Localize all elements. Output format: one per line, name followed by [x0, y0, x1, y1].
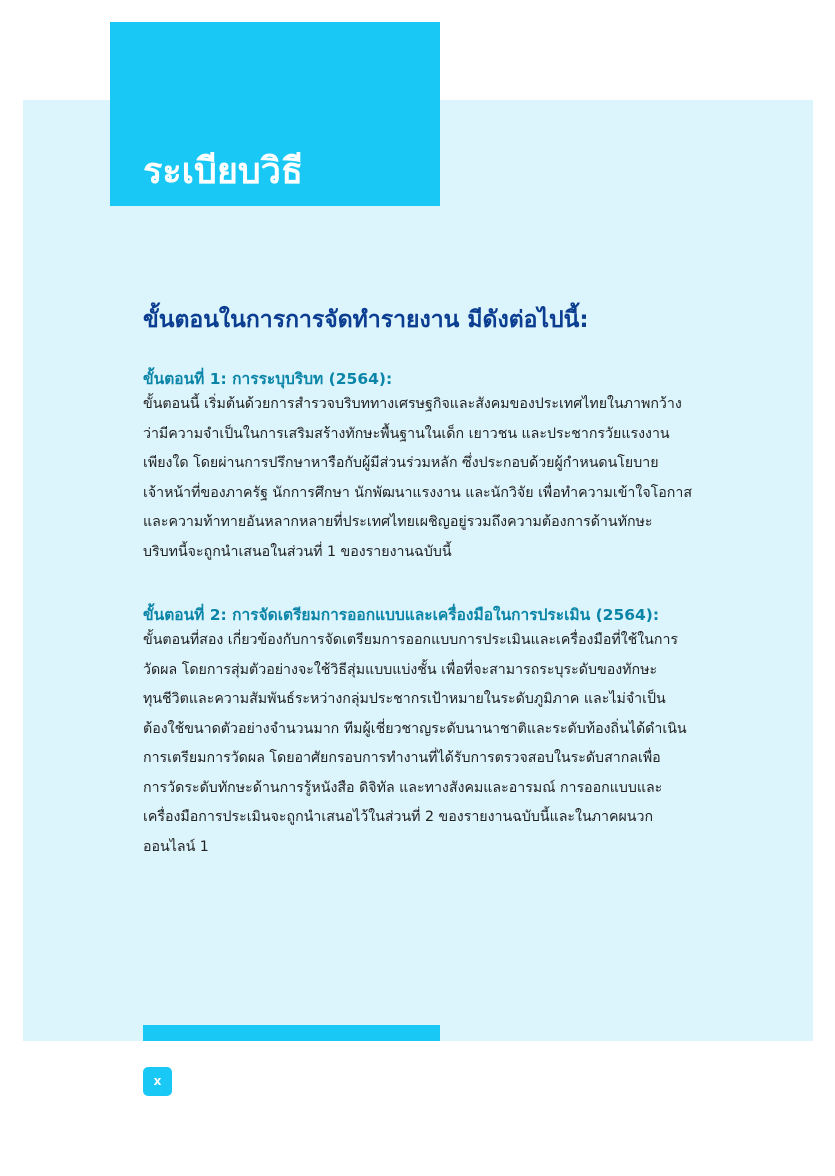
body-line: การเตรียมการวัดผล โดยอาศัยกรอบการทำงานที่ได้รับการตรวจสอบในระดับสากลเพื่อ [143, 750, 661, 766]
body-line: วัดผล โดยการสุ่มตัวอย่างจะใช้วิธีสุ่มแบบแบ่งชั้น เพื่อที่จะสามารถระบุระดับของทักษะ [143, 661, 658, 678]
step-1 [143, 368, 703, 567]
step-2 [143, 604, 703, 862]
section-heading: ขั้นตอนในการการจัดทำรายงาน มีดังต่อไปนี้: [143, 307, 589, 333]
body-line: บริบทนี้จะถูกนำเสนอในส่วนที่ 1 ของรายงานฉบับนี้ [143, 543, 452, 560]
page-title: ระเบียบวิธี [143, 151, 303, 192]
body-line: เพียงใด โดยผ่านการปรึกษาหารือกับผู้มีส่วนร่วมหลัก ซึ่งประกอบด้วยผู้กำหนดนโยบาย [143, 455, 659, 471]
body-line: เครื่องมือการประเมินจะถูกนำเสนอไว้ในส่วนที่ 2 ของรายงานฉบับนี้และในภาคผนวก [143, 809, 654, 825]
page-number: x [143, 1067, 172, 1096]
content-panel [23, 100, 813, 1041]
decorative-bar [143, 1025, 440, 1041]
body-line: ออนไลน์ 1 [143, 838, 209, 855]
body-line: ขั้นตอนนี้ เริ่มต้นด้วยการสำรวจบริบททางเศรษฐกิจและสังคมของประเทศไทยในภาพกว้าง [143, 396, 682, 412]
body-line: ว่ามีความจำเป็นในการเสริมสร้างทักษะพื้นฐานในเด็ก เยาวชน และประชากรวัยแรงงาน [143, 425, 670, 442]
body-line: เจ้าหน้าที่ของภาครัฐ นักการศึกษา นักพัฒนาแรงงาน และนักวิจัย เพื่อทำความเข้าใจโอกาส [143, 484, 692, 501]
title-block [110, 22, 440, 206]
body-line: ขั้นตอนที่สอง เกี่ยวข้องกับการจัดเตรียมการออกแบบการประเมินและเครื่องมือที่ใช้ในการ [143, 632, 679, 648]
body-line: ต้องใช้ขนาดตัวอย่างจำนวนมาก ทีมผู้เชี่ยวชาญระดับนานาชาติและระดับท้องถิ่นได้ดำเนิน [143, 720, 687, 737]
body-line: ทุนชีวิตและความสัมพันธ์ระหว่างกลุ่มประชากรเป้าหมายในระดับภูมิภาค และไม่จำเป็น [143, 691, 666, 707]
step-title: ขั้นตอนที่ 1: การระบุบริบท (2564): [143, 370, 393, 388]
body-line: และความท้าทายอันหลากหลายที่ประเทศไทยเผชิญอยู่รวมถึงความต้องการด้านทักษะ [143, 514, 653, 530]
step-title: ขั้นตอนที่ 2: การจัดเตรียมการออกแบบและเครื่องมือในการประเมิน (2564): [143, 606, 660, 624]
body-line: การวัดระดับทักษะด้านการรู้หนังสือ ดิจิทัล และทางสังคมและอารมณ์ การออกแบบและ [143, 779, 663, 796]
